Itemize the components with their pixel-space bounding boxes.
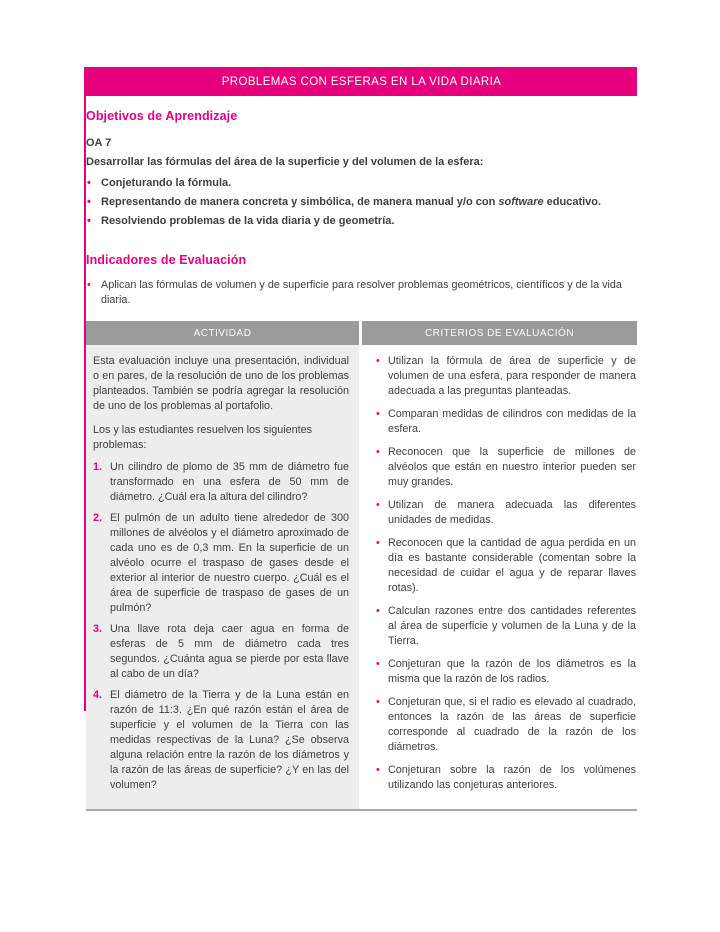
bullet-dot-icon: • [376,355,380,367]
oa-code: OA 7 [86,137,112,149]
objective-item [86,174,637,193]
criteria-text: Comparan medidas de cilindros con medidas de la esfera. [388,408,636,435]
document-content [86,67,637,811]
indicators-heading: Indicadores de Evaluación [86,253,247,267]
problem-text: Un cilindro de plomo de 35 mm de diámetro fue transformado en una esfera de 50 mm de diámetro. ¿Cuál era la altura del cilindro? [110,461,349,503]
problem-text: El pulmón de un adulto tiene alrededor de 300 millones de alvéolos y el diámetro aproximado de cada uno es de 0,3 mm. En la superficie de un alvéolo ocurre el traspaso de gases desde el exterior al interior de nuestro cuerpo. ¿Cuál es el área de superficie de traspaso de gases de un pulmón? [110,512,349,614]
bullet-dot-icon: • [376,696,380,708]
objectives-heading: Objetivos de Aprendizaje [86,109,238,123]
bullet-dot-icon: • [376,499,380,511]
criteria-text: Conjeturan sobre la razón de los volúmenes utilizando las conjeturas anteriores. [388,764,636,791]
criteria-text: Utilizan de manera adecuada las diferentes unidades de medidas. [388,499,636,526]
criteria-item [375,657,636,687]
problem-number: 4. [93,689,103,701]
table-body-row [86,345,637,809]
activity-paragraph: Los y las estudiantes resuelven los siguientes problemas: [93,424,313,451]
objective-text-italic: software [498,196,544,208]
problem-item [93,511,349,616]
criteria-text: Reconocen que la superficie de millones de alvéolos que están en nuestro interior pueden ser muy grandes. [388,446,636,488]
objective-text: Representando de manera concreta y simbólica, de manera manual y/o con [101,196,499,208]
criteria-cell [362,345,637,809]
column-header-criteria: CRITERIOS DE EVALUACIÓN [362,321,637,345]
bullet-dot-icon: • [376,764,380,776]
column-header-activity: ACTIVIDAD [86,321,359,345]
bullet-dot-icon: • [376,408,380,420]
problem-number: 2. [93,512,103,524]
bullet-dot-icon: • [87,279,91,291]
criteria-text: Calculan razones entre dos cantidades referentes al área de superficie y volumen de la Luna y de la Tierra. [388,605,636,647]
bullet-dot-icon: • [376,658,380,670]
criteria-item [375,604,636,649]
problem-text: El diámetro de la Tierra y de la Luna están en razón de 11:3. ¿En qué razón están el área de superficie y el volumen de la Tierra con las medidas respectivas de la Luna? ¿Se observa alguna relación entre la razón de los diámetros y la razón de las áreas de superficie? ¿Y en las del volumen? [110,689,349,791]
objective-item [86,212,637,231]
problem-text: Una llave rota deja caer agua en forma de esferas de 5 mm de diámetro cada tres segundos. ¿Cuánta agua se pierde por esta llave al cabo de un día? [110,623,349,680]
criteria-item [375,498,636,528]
table-header-row [86,321,637,345]
criteria-item [375,407,636,437]
bullet-dot-icon: • [376,537,380,549]
criteria-item [375,695,636,755]
problem-number: 1. [93,461,103,473]
activity-paragraph: Esta evaluación incluye una presentación, individual o en pares, de la resolución de uno de los problemas planteados. También se podría agregar la resolución de uno de los problemas al portafolio. [93,355,349,412]
page-title: PROBLEMAS CON ESFERAS EN LA VIDA DIARIA [221,75,502,88]
objective-text: educativo. [543,196,602,208]
objective-text: Conjeturando la fórmula. [101,177,232,189]
criteria-text: Conjeturan que la razón de los diámetros es la misma que la razón de los radios. [388,658,636,685]
criteria-item [375,354,636,399]
problem-number: 3. [93,623,103,635]
indicator-text: Aplican las fórmulas de volumen y de superficie para resolver problemas geométricos, científicos y de la vida diaria. [101,279,622,306]
objective-item [86,193,637,212]
objectives-list [86,174,637,231]
problem-item [93,688,349,793]
bullet-dot-icon: • [87,196,91,208]
objective-text: Resolviendo problemas de la vida diaria y de geometría. [101,215,395,227]
criteria-text: Conjeturan que, si el radio es elevado al cuadrado, entonces la razón de las áreas de superficie corresponde al cuadrado de la razón de los diámetros. [388,696,636,753]
criteria-text: Utilizan la fórmula de área de superficie y de volumen de una esfera, para responder de manera adecuada a las preguntas planteadas. [388,355,636,397]
criteria-text: Reconocen que la cantidad de agua perdida en un día es bastante considerable (comentan sobre la necesidad de cuidar el agua y de reparar llaves rotas). [388,537,636,594]
bullet-dot-icon: • [87,177,91,189]
bullet-dot-icon: • [376,446,380,458]
bullet-dot-icon: • [376,605,380,617]
objectives-intro: Desarrollar las fórmulas del área de la superficie y del volumen de la esfera: [86,156,484,168]
problem-item [93,622,349,682]
criteria-item [375,763,636,793]
criteria-item [375,536,636,596]
bullet-dot-icon: • [87,215,91,227]
indicator-item [86,278,637,308]
criteria-item [375,445,636,490]
problem-item [93,460,349,505]
evaluation-table [86,321,637,811]
title-banner [86,67,637,96]
activity-cell [86,345,359,809]
